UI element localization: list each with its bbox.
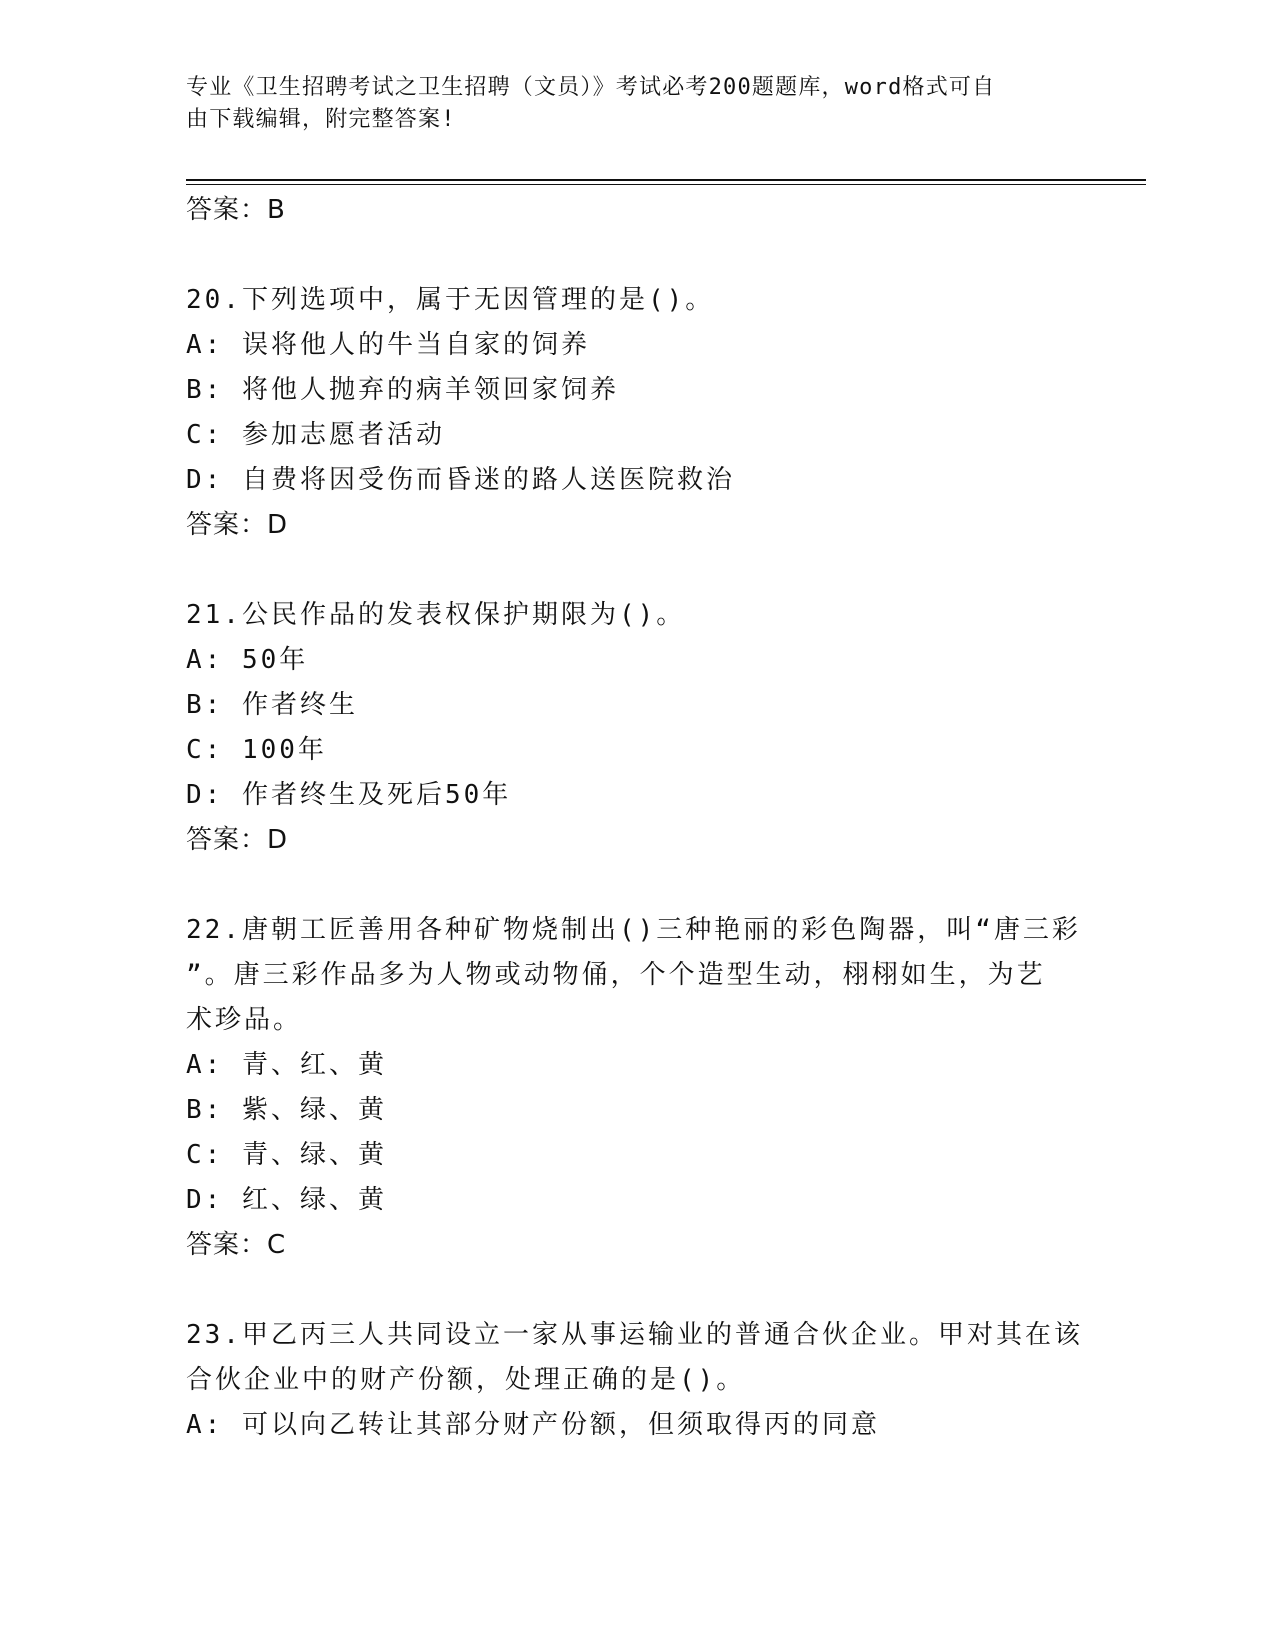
option-a: A: 误将他人的牛当自家的饲养 [186,330,590,360]
question-22 [186,908,1086,1268]
question-stem-line-2: 合伙企业中的财产份额，处理正确的是()。 [186,1365,746,1395]
question-23 [186,1313,1086,1448]
option-a: A: 50年 [186,645,309,675]
question-stem-line-1: 22.唐朝工匠善用各种矿物烧制出()三种艳丽的彩色陶器，叫“唐三彩 [186,915,1081,945]
document-body [186,188,1086,1448]
option-d: D: 作者终生及死后50年 [186,780,512,810]
answer-label: 答案：D [186,825,289,855]
answer-label: 答案：C [186,1230,287,1260]
question-20 [186,278,1086,548]
question-stem-line-1: 23.甲乙丙三人共同设立一家从事运输业的普通合伙企业。甲对其在该 [186,1320,1083,1350]
option-c: C: 青、绿、黄 [186,1140,387,1170]
answer-label: 答案：B [186,195,286,225]
header-divider-thin [186,184,1146,185]
option-c: C: 100年 [186,735,327,765]
header-line-2: 由下载编辑，附完整答案! [186,107,456,132]
question-stem-line-2: ”。唐三彩作品多为人物或动物俑，个个造型生动，栩栩如生，为艺 [186,960,1046,990]
option-b: B: 紫、绿、黄 [186,1095,387,1125]
option-a: A: 青、红、黄 [186,1050,387,1080]
option-c: C: 参加志愿者活动 [186,420,445,450]
option-b: B: 将他人抛弃的病羊领回家饲养 [186,375,619,405]
option-b: B: 作者终生 [186,690,358,720]
question-stem-line-3: 术珍品。 [186,1005,303,1035]
document-header [186,72,1066,136]
header-line-1: 专业《卫生招聘考试之卫生招聘（文员）》考试必考200题题库，word格式可自 [186,75,996,100]
question-21 [186,593,1086,863]
option-d: D: 自费将因受伤而昏迷的路人送医院救治 [186,465,735,495]
header-divider-thick [186,179,1146,181]
question-stem: 20.下列选项中，属于无因管理的是()。 [186,285,715,315]
answer-label: 答案：D [186,510,289,540]
question-stem: 21.公民作品的发表权保护期限为()。 [186,600,686,630]
option-a: A: 可以向乙转让其部分财产份额，但须取得丙的同意 [186,1410,880,1440]
option-d: D: 红、绿、黄 [186,1185,387,1215]
